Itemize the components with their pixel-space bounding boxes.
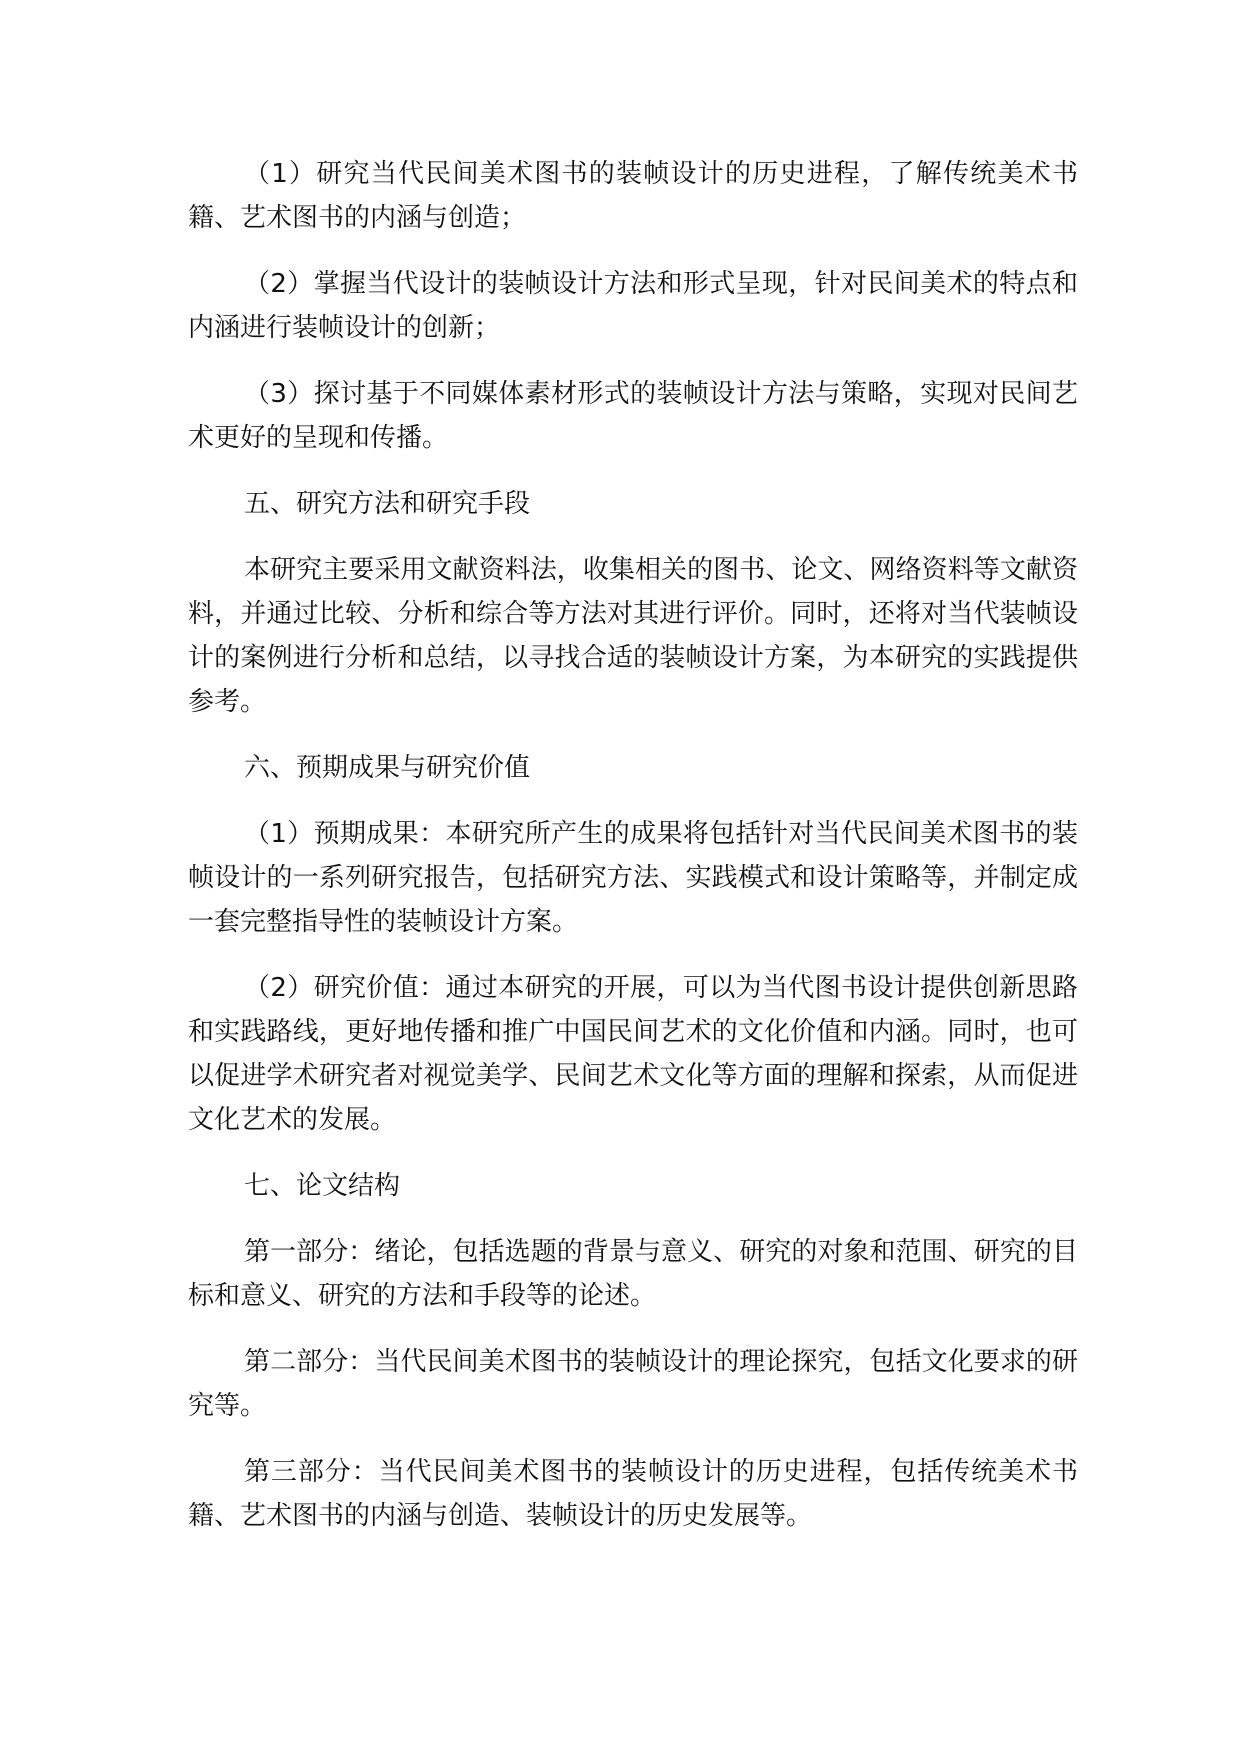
objective-paragraph-2: （2）掌握当代设计的装帧设计方法和形式呈现，针对民间美术的特点和内涵进行装帧设计的创新；: [188, 269, 1078, 343]
objective-paragraph-3: （3）探讨基于不同媒体素材形式的装帧设计方法与策略，实现对民间艺术更好的呈现和传播。: [188, 379, 1078, 453]
section-heading-structure: 七、论文结构: [244, 1171, 401, 1201]
structure-paragraph-1: 第一部分：绪论，包括选题的背景与意义、研究的对象和范围、研究的目标和意义、研究的方法和手段等的论述。: [188, 1237, 1078, 1311]
objective-paragraph-1: （1）研究当代民间美术图书的装帧设计的历史进程，了解传统美术书籍、艺术图书的内涵与创造；: [188, 159, 1078, 233]
outcomes-paragraph-2: （2）研究价值：通过本研究的开展，可以为当代图书设计提供创新思路和实践路线，更好地传播和推广中国民间艺术的文化价值和内涵。同时，也可以促进学术研究者对视觉美学、民间艺术文化等方面的理解和探索，从而促进文化艺术的发展。: [188, 973, 1078, 1135]
outcomes-paragraph-1: （1）预期成果：本研究所产生的成果将包括针对当代民间美术图书的装帧设计的一系列研究报告，包括研究方法、实践模式和设计策略等，并制定成一套完整指导性的装帧设计方案。: [188, 819, 1078, 937]
methods-paragraph: 本研究主要采用文献资料法，收集相关的图书、论文、网络资料等文献资料，并通过比较、分析和综合等方法对其进行评价。同时，还将对当代装帧设计的案例进行分析和总结，以寻找合适的装帧设计方案，为本研究的实践提供参考。: [188, 555, 1078, 717]
structure-paragraph-2: 第二部分：当代民间美术图书的装帧设计的理论探究，包括文化要求的研究等。: [188, 1347, 1078, 1421]
section-heading-outcomes: 六、预期成果与研究价值: [244, 753, 531, 783]
section-heading-methods: 五、研究方法和研究手段: [244, 489, 531, 519]
structure-paragraph-3: 第三部分：当代民间美术图书的装帧设计的历史进程，包括传统美术书籍、艺术图书的内涵与创造、装帧设计的历史发展等。: [188, 1457, 1078, 1531]
document-body: [188, 152, 1078, 1560]
